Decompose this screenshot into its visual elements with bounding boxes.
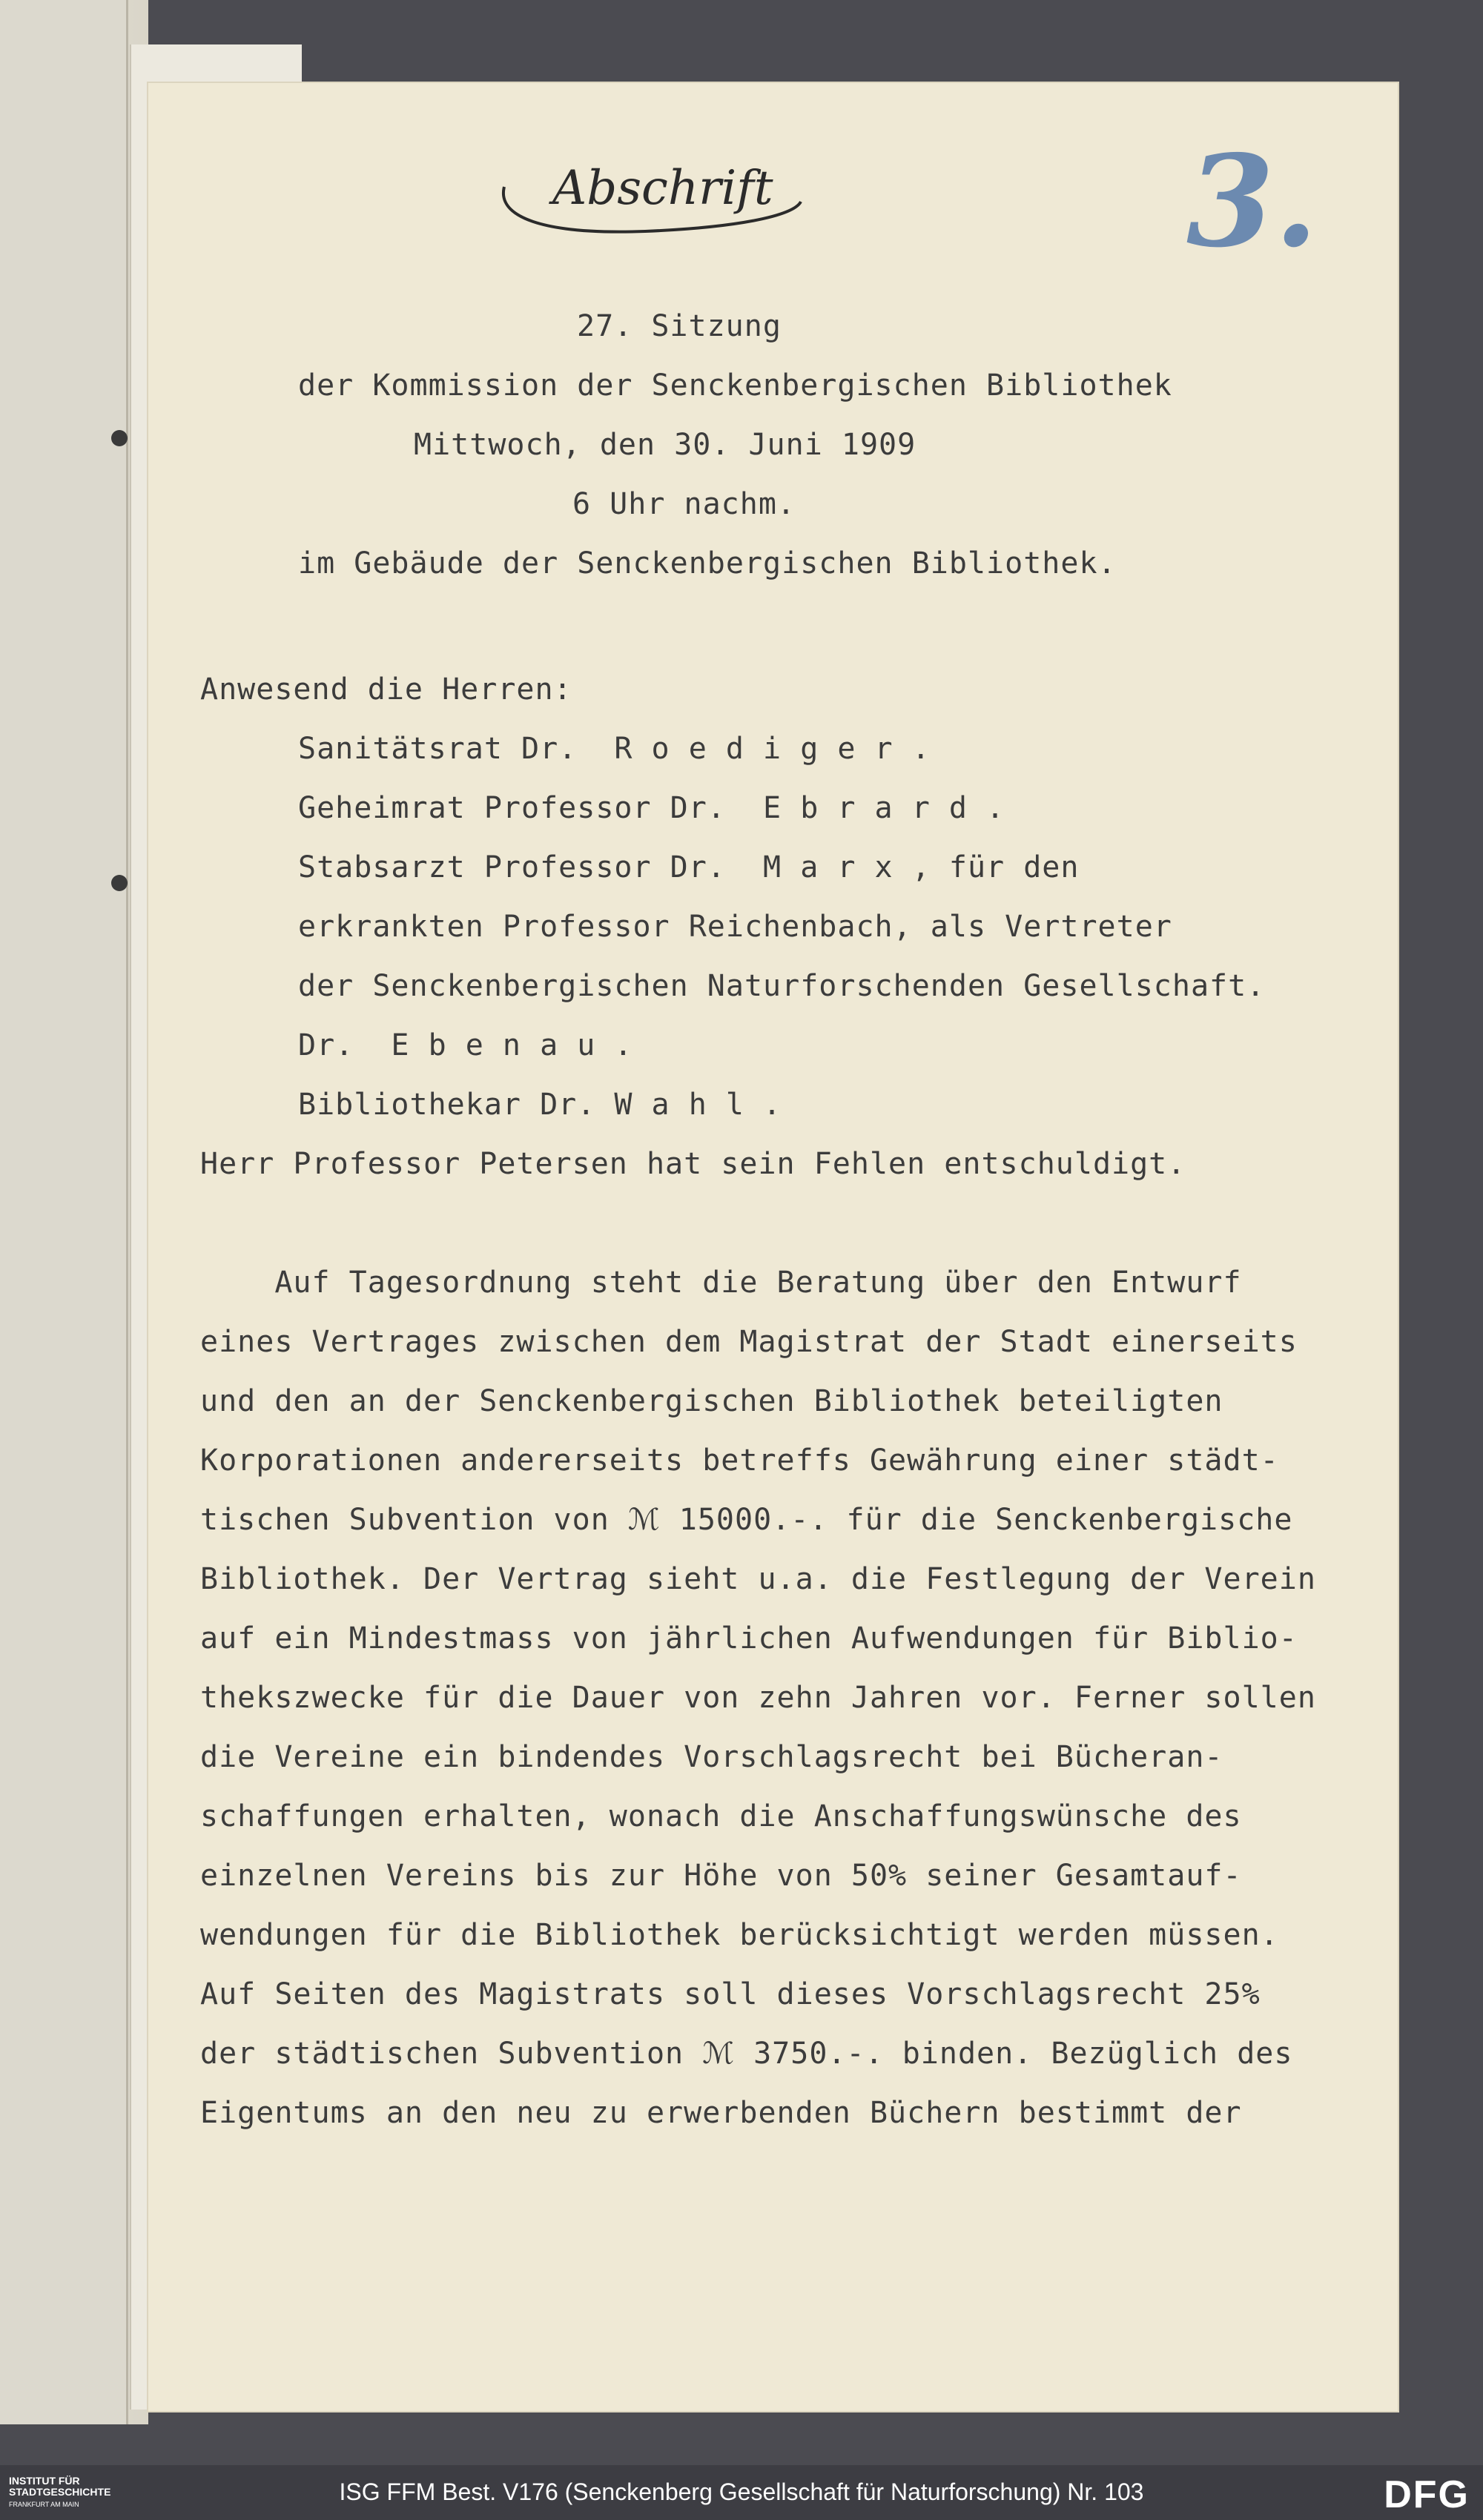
page-number: 3. (1186, 128, 1318, 276)
attendee-line: erkrankten Professor Reichenbach, als Vertreter (298, 910, 1172, 944)
archive-footer (0, 2465, 1483, 2520)
attendees-intro: Anwesend die Herren: (200, 672, 572, 707)
attendee-line: Geheimrat Professor Dr. E b r a r d . (298, 791, 1005, 825)
body-line: tischen Subvention von ℳ 15000.-. für die Senckenbergische (200, 1503, 1293, 1537)
body-line: Eigentums an den neu zu erwerbenden Büchern bestimmt der (200, 2096, 1242, 2130)
attendee-line: der Senckenbergischen Naturforschenden Gesellschaft. (298, 969, 1266, 1003)
body-line: Auf Tagesordnung steht die Beratung über den Entwurf (200, 1266, 1242, 1300)
body-line: schaffungen erhalten, wonach die Anschaffungswünsche des (200, 1799, 1242, 1833)
heading-swoosh (497, 165, 808, 246)
attendee-line: Sanitätsrat Dr. R o e d i g e r . (298, 732, 931, 766)
body-line: Auf Seiten des Magistrats soll dieses Vorschlagsrecht 25% (200, 1977, 1261, 2011)
body-line: der städtischen Subvention ℳ 3750.-. binden. Bezüglich des (200, 2037, 1293, 2071)
body-line: einzelnen Vereins bis zur Höhe von 50% seiner Gesamtauf- (200, 1859, 1242, 1893)
binder-ring (111, 430, 128, 446)
body-line: thekszwecke für die Dauer von zehn Jahren vor. Ferner sollen (200, 1681, 1316, 1715)
document-page (148, 83, 1398, 2411)
logo-line: STADTGESCHICHTE (9, 2486, 111, 2498)
session-number: 27. Sitzung (577, 309, 782, 343)
meeting-date: Mittwoch, den 30. Juni 1909 (414, 428, 916, 462)
dfg-logo: DFG (1384, 2473, 1470, 2516)
logo-line: INSTITUT FÜR (9, 2475, 80, 2487)
attendee-line: Dr. E b e n a u . (298, 1028, 633, 1062)
handwritten-heading: Abschrift (552, 161, 773, 216)
logo-line: FRANKFURT AM MAIN (9, 2501, 79, 2508)
body-line: eines Vertrages zwischen dem Magistrat der Stadt einerseits (200, 1325, 1298, 1359)
attendee-line: Stabsarzt Professor Dr. M a r x , für den (298, 850, 1080, 884)
body-line: Bibliothek. Der Vertrag sieht u.a. die Festlegung der Verein (200, 1562, 1316, 1596)
commission-title: der Kommission der Senckenbergischen Bibliothek (298, 368, 1172, 403)
folder-strip (0, 0, 128, 2424)
excused-note: Herr Professor Petersen hat sein Fehlen entschuldigt. (200, 1147, 1186, 1181)
meeting-time: 6 Uhr nachm. (572, 487, 796, 521)
archive-caption: ISG FFM Best. V176 (Senckenberg Gesellschaft für Naturforschung) Nr. 103 (339, 2478, 1144, 2505)
attendee-line: Bibliothekar Dr. W a h l . (298, 1088, 782, 1122)
body-line: wendungen für die Bibliothek berücksichtigt werden müssen. (200, 1918, 1279, 1952)
body-line: die Vereine ein bindendes Vorschlagsrecht bei Bücheran- (200, 1740, 1223, 1774)
binder-ring (111, 875, 128, 891)
meeting-location: im Gebäude der Senckenbergischen Bibliothek. (298, 546, 1117, 581)
body-line: und den an der Senckenbergischen Bibliothek beteiligten (200, 1384, 1223, 1418)
body-line: Korporationen andererseits betreffs Gewährung einer städt- (200, 1443, 1279, 1478)
body-line: auf ein Mindestmass von jährlichen Aufwendungen für Biblio- (200, 1621, 1298, 1656)
